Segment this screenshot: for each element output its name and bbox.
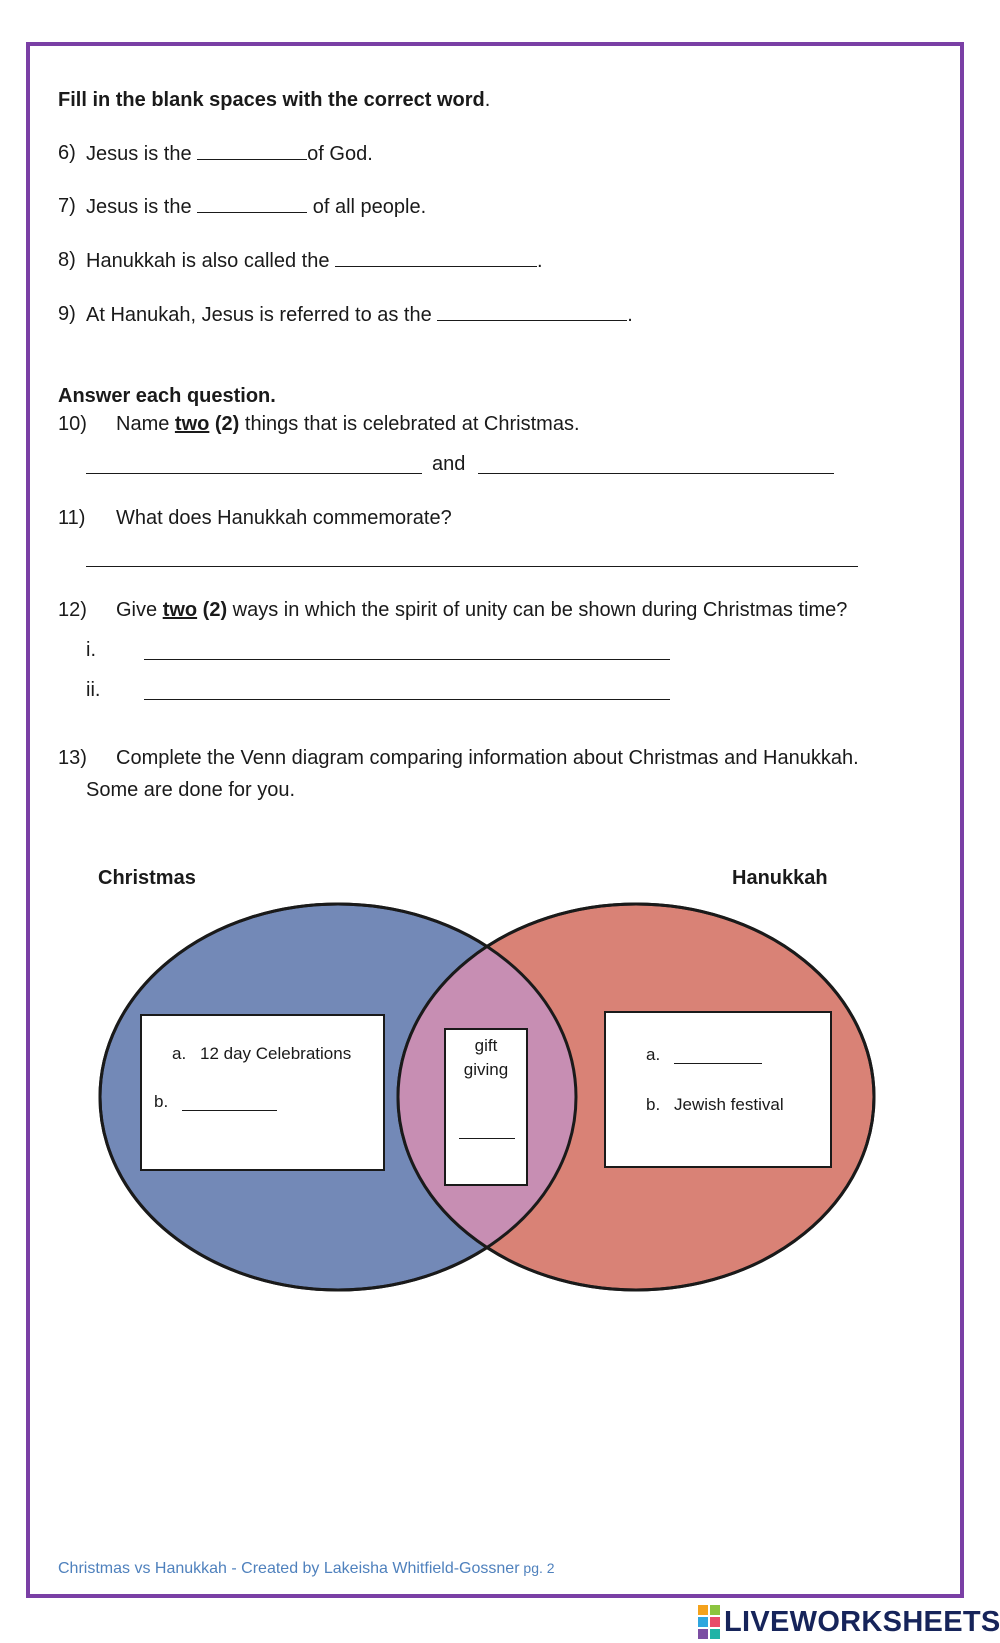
middle-line1: gift	[474, 1036, 498, 1055]
right-b-label: b.	[646, 1095, 661, 1114]
right-a-blank[interactable]	[674, 1049, 762, 1064]
logo-grid-icon	[698, 1605, 720, 1639]
q13-text: Complete the Venn diagram comparing information about Christmas and Hanukkah.	[116, 747, 859, 769]
q7-text: Jesus is the of all people.	[86, 196, 427, 218]
right-b-text: Jewish festival	[674, 1095, 784, 1114]
q9-number: 9)	[58, 303, 76, 325]
middle-blank[interactable]	[459, 1124, 515, 1139]
q9-text: At Hanukah, Jesus is referred to as the .	[86, 304, 633, 326]
venn-left-title: Christmas	[98, 867, 196, 889]
venn-right-title: Hanukkah	[732, 867, 828, 889]
brand-name: LIVEWORKSHEETS	[724, 1605, 1000, 1638]
q8-text: Hanukkah is also called the .	[86, 250, 543, 272]
q11-text: What does Hanukkah commemorate?	[116, 507, 452, 529]
venn-middle-box	[444, 1028, 528, 1186]
q12-number: 12)	[58, 599, 87, 621]
q10-text: Name two (2) things that is celebrated at Christmas.	[116, 413, 580, 435]
q6-number: 6)	[58, 142, 76, 164]
q10-number: 10)	[58, 413, 87, 435]
q7-number: 7)	[58, 195, 76, 217]
q13-text-line2: Some are done for you.	[86, 779, 296, 801]
q13-number: 13)	[58, 747, 87, 769]
venn-right-box	[604, 1011, 832, 1168]
q6-text: Jesus is the of God.	[86, 143, 373, 165]
section-heading: Answer each question.	[58, 385, 276, 407]
q12-text: Give two (2) ways in which the spirit of unity can be shown during Christmas time?	[116, 599, 848, 621]
q11-number: 11)	[58, 507, 86, 529]
left-a-text: 12 day Celebrations	[200, 1044, 352, 1063]
q12-ii-label: ii.	[86, 679, 101, 701]
liveworksheets-logo	[698, 1605, 1000, 1639]
q12-i-label: i.	[86, 639, 96, 661]
middle-line2: giving	[463, 1060, 509, 1079]
instruction-heading: Fill in the blank spaces with the correct word.	[58, 89, 491, 111]
venn-left-box	[140, 1014, 385, 1171]
page-footer: Christmas vs Hanukkah - Created by Lakeisha Whitfield-Gossner pg. 2	[58, 1560, 555, 1577]
right-a-label: a.	[646, 1045, 661, 1064]
q10-and: and	[432, 453, 466, 475]
left-b-label: b.	[154, 1092, 169, 1111]
left-b-blank[interactable]	[182, 1096, 277, 1111]
q8-number: 8)	[58, 249, 76, 271]
left-a-label: a.	[172, 1044, 187, 1063]
